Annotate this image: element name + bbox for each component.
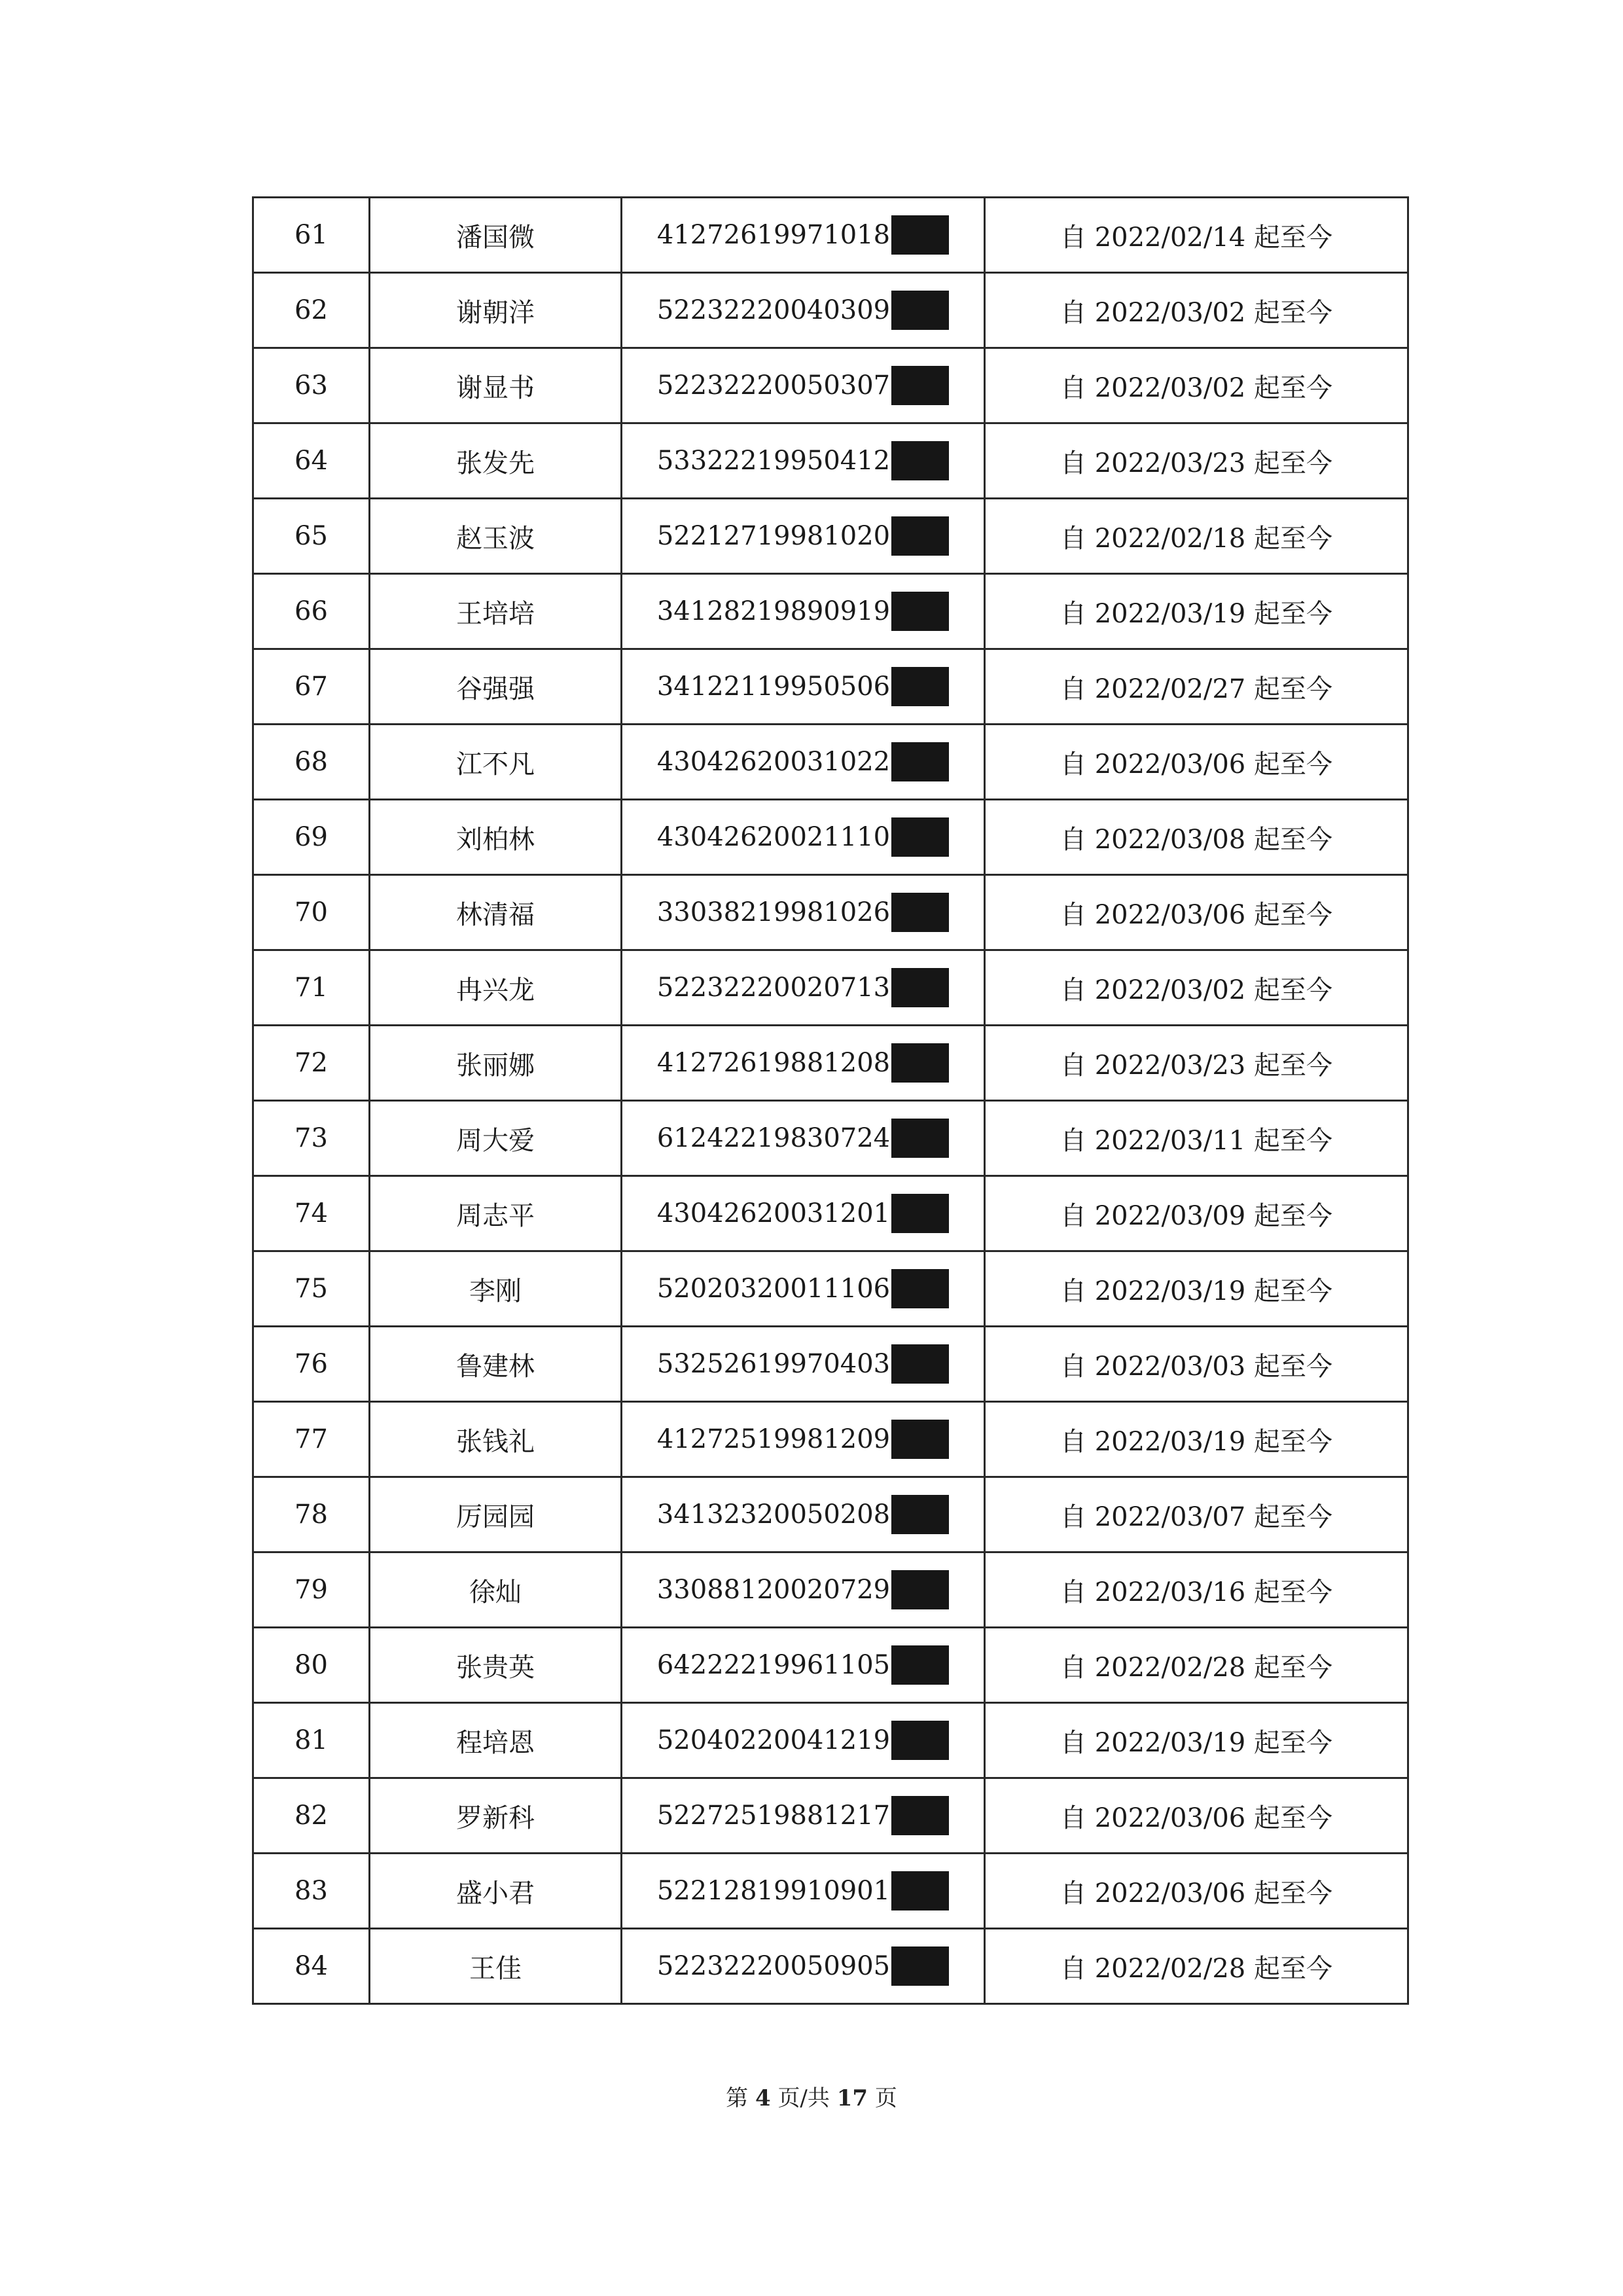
table-row [253, 499, 1408, 574]
table-row [253, 273, 1408, 348]
redaction-block [891, 1420, 949, 1459]
date-cell: 自 2022/03/06 起至今 [985, 725, 1408, 800]
name-cell: 王佳 [370, 1929, 622, 2004]
table-row [253, 1552, 1408, 1628]
table-row [253, 875, 1408, 950]
id-number-text: 34122119950506 [656, 672, 891, 702]
row-number-cell: 82 [253, 1778, 370, 1854]
redaction-block [891, 1871, 949, 1910]
redaction-block [891, 1043, 949, 1083]
redaction-block [891, 516, 949, 556]
date-cell: 自 2022/02/18 起至今 [985, 499, 1408, 574]
date-cell: 自 2022/03/23 起至今 [985, 423, 1408, 499]
roster-table [252, 196, 1409, 2005]
table-row [253, 1477, 1408, 1552]
date-cell: 自 2022/02/27 起至今 [985, 649, 1408, 725]
date-cell: 自 2022/03/23 起至今 [985, 1026, 1408, 1101]
row-number-cell: 75 [253, 1251, 370, 1327]
redaction-block [891, 1269, 949, 1308]
id-number-text: 43042620031201 [656, 1198, 891, 1229]
id-number-cell [622, 423, 985, 499]
row-number-cell: 63 [253, 348, 370, 423]
id-number-text: 64222219961105 [656, 1650, 891, 1680]
row-number-cell: 84 [253, 1929, 370, 2004]
id-number-text: 52272519881217 [656, 1801, 891, 1831]
id-number-text: 52212719981020 [656, 521, 891, 551]
id-number-text: 52040220041219 [656, 1725, 891, 1755]
name-cell: 赵玉波 [370, 499, 622, 574]
id-number-text: 41272519981209 [656, 1424, 891, 1454]
row-number-cell: 70 [253, 875, 370, 950]
redaction-block [891, 1570, 949, 1609]
date-cell: 自 2022/03/06 起至今 [985, 1778, 1408, 1854]
name-cell: 程培恩 [370, 1703, 622, 1778]
redaction-block [891, 1645, 949, 1685]
table-row [253, 1703, 1408, 1778]
name-cell: 潘国微 [370, 198, 622, 273]
date-cell: 自 2022/03/09 起至今 [985, 1176, 1408, 1251]
name-cell: 鲁建林 [370, 1327, 622, 1402]
name-cell: 江不凡 [370, 725, 622, 800]
name-cell: 谢显书 [370, 348, 622, 423]
id-number-cell [622, 1026, 985, 1101]
redaction-block [891, 667, 949, 706]
id-number-cell [622, 1477, 985, 1552]
redaction-block [891, 592, 949, 631]
id-number-text: 41272619971018 [656, 220, 891, 250]
id-number-text: 33038219981026 [656, 897, 891, 927]
name-cell: 徐灿 [370, 1552, 622, 1628]
table-row [253, 950, 1408, 1026]
redaction-block [891, 1495, 949, 1534]
id-number-cell [622, 1552, 985, 1628]
date-cell: 自 2022/03/03 起至今 [985, 1327, 1408, 1402]
name-cell: 谷强强 [370, 649, 622, 725]
table-row [253, 1402, 1408, 1477]
table-row [253, 1327, 1408, 1402]
row-number-cell: 72 [253, 1026, 370, 1101]
name-cell: 厉园园 [370, 1477, 622, 1552]
id-number-text: 61242219830724 [656, 1123, 891, 1153]
date-cell: 自 2022/03/19 起至今 [985, 1703, 1408, 1778]
redaction-block [891, 291, 949, 330]
redaction-block [891, 366, 949, 405]
row-number-cell: 80 [253, 1628, 370, 1703]
row-number-cell: 64 [253, 423, 370, 499]
id-number-cell [622, 499, 985, 574]
page-footer [0, 2080, 1623, 2112]
id-number-text: 52232220020713 [656, 973, 891, 1003]
redaction-block [891, 1194, 949, 1233]
id-number-cell [622, 1101, 985, 1176]
row-number-cell: 83 [253, 1854, 370, 1929]
table-row [253, 1778, 1408, 1854]
date-cell: 自 2022/03/06 起至今 [985, 875, 1408, 950]
date-cell: 自 2022/03/16 起至今 [985, 1552, 1408, 1628]
date-cell: 自 2022/02/14 起至今 [985, 198, 1408, 273]
row-number-cell: 68 [253, 725, 370, 800]
id-number-cell [622, 1703, 985, 1778]
id-number-cell [622, 1251, 985, 1327]
name-cell: 张贵英 [370, 1628, 622, 1703]
table-row [253, 574, 1408, 649]
redaction-block [891, 1344, 949, 1384]
row-number-cell: 79 [253, 1552, 370, 1628]
id-number-cell [622, 875, 985, 950]
redaction-block [891, 893, 949, 932]
table-row [253, 198, 1408, 273]
name-cell: 盛小君 [370, 1854, 622, 1929]
id-number-cell [622, 273, 985, 348]
row-number-cell: 78 [253, 1477, 370, 1552]
row-number-cell: 77 [253, 1402, 370, 1477]
name-cell: 周志平 [370, 1176, 622, 1251]
table-row [253, 800, 1408, 875]
id-number-cell [622, 649, 985, 725]
table-row [253, 1628, 1408, 1703]
table-row [253, 348, 1408, 423]
id-number-cell [622, 1929, 985, 2004]
id-number-cell [622, 950, 985, 1026]
date-cell: 自 2022/03/19 起至今 [985, 1251, 1408, 1327]
date-cell: 自 2022/03/02 起至今 [985, 348, 1408, 423]
row-number-cell: 81 [253, 1703, 370, 1778]
id-number-cell [622, 1176, 985, 1251]
footer-page-number: 4 [755, 2085, 771, 2111]
name-cell: 刘柏林 [370, 800, 622, 875]
date-cell: 自 2022/03/02 起至今 [985, 273, 1408, 348]
redaction-block [891, 1796, 949, 1835]
name-cell: 谢朝洋 [370, 273, 622, 348]
row-number-cell: 69 [253, 800, 370, 875]
name-cell: 李刚 [370, 1251, 622, 1327]
date-cell: 自 2022/02/28 起至今 [985, 1929, 1408, 2004]
redaction-block [891, 1119, 949, 1158]
table-row [253, 423, 1408, 499]
id-number-cell [622, 1778, 985, 1854]
name-cell: 周大爱 [370, 1101, 622, 1176]
row-number-cell: 65 [253, 499, 370, 574]
date-cell: 自 2022/03/19 起至今 [985, 1402, 1408, 1477]
name-cell: 罗新科 [370, 1778, 622, 1854]
row-number-cell: 61 [253, 198, 370, 273]
table-row [253, 1176, 1408, 1251]
row-number-cell: 66 [253, 574, 370, 649]
id-number-cell [622, 1628, 985, 1703]
roster-body [253, 198, 1408, 2004]
date-cell: 自 2022/03/06 起至今 [985, 1854, 1408, 1929]
id-number-text: 52232220050905 [656, 1951, 891, 1981]
date-cell: 自 2022/02/28 起至今 [985, 1628, 1408, 1703]
date-cell: 自 2022/03/08 起至今 [985, 800, 1408, 875]
table-row [253, 649, 1408, 725]
name-cell: 张丽娜 [370, 1026, 622, 1101]
table-row [253, 1929, 1408, 2004]
id-number-text: 41272619881208 [656, 1048, 891, 1078]
redaction-block [891, 215, 949, 255]
date-cell: 自 2022/03/07 起至今 [985, 1477, 1408, 1552]
redaction-block [891, 1946, 949, 1986]
id-number-text: 52020320011106 [656, 1274, 891, 1304]
name-cell: 张钱礼 [370, 1402, 622, 1477]
redaction-block [891, 742, 949, 781]
name-cell: 冉兴龙 [370, 950, 622, 1026]
footer-total-pages: 17 [836, 2085, 868, 2111]
row-number-cell: 73 [253, 1101, 370, 1176]
id-number-text: 43042620031022 [656, 747, 891, 777]
id-number-text: 43042620021110 [656, 822, 891, 852]
id-number-cell [622, 1854, 985, 1929]
name-cell: 张发先 [370, 423, 622, 499]
footer-prefix: 第 [726, 2085, 749, 2111]
id-number-cell [622, 1402, 985, 1477]
id-number-text: 53252619970403 [656, 1349, 891, 1379]
id-number-text: 52212819910901 [656, 1876, 891, 1906]
id-number-text: 53322219950412 [656, 446, 891, 476]
name-cell: 林清福 [370, 875, 622, 950]
row-number-cell: 76 [253, 1327, 370, 1402]
row-number-cell: 71 [253, 950, 370, 1026]
id-number-text: 34132320050208 [656, 1499, 891, 1530]
footer-middle: 页/共 [777, 2085, 830, 2111]
redaction-block [891, 817, 949, 857]
table-row [253, 1101, 1408, 1176]
row-number-cell: 74 [253, 1176, 370, 1251]
id-number-text: 34128219890919 [656, 596, 891, 626]
id-number-cell [622, 574, 985, 649]
row-number-cell: 67 [253, 649, 370, 725]
id-number-text: 52232220040309 [656, 295, 891, 325]
redaction-block [891, 968, 949, 1007]
id-number-cell [622, 800, 985, 875]
id-number-text: 33088120020729 [656, 1575, 891, 1605]
footer-suffix: 页 [874, 2085, 897, 2111]
table-row [253, 725, 1408, 800]
redaction-block [891, 1721, 949, 1760]
name-cell: 王培培 [370, 574, 622, 649]
date-cell: 自 2022/03/02 起至今 [985, 950, 1408, 1026]
id-number-text: 52232220050307 [656, 370, 891, 401]
id-number-cell [622, 1327, 985, 1402]
id-number-cell [622, 348, 985, 423]
date-cell: 自 2022/03/11 起至今 [985, 1101, 1408, 1176]
table-row [253, 1026, 1408, 1101]
row-number-cell: 62 [253, 273, 370, 348]
redaction-block [891, 441, 949, 480]
id-number-cell [622, 198, 985, 273]
id-number-cell [622, 725, 985, 800]
date-cell: 自 2022/03/19 起至今 [985, 574, 1408, 649]
table-row [253, 1251, 1408, 1327]
table-row [253, 1854, 1408, 1929]
